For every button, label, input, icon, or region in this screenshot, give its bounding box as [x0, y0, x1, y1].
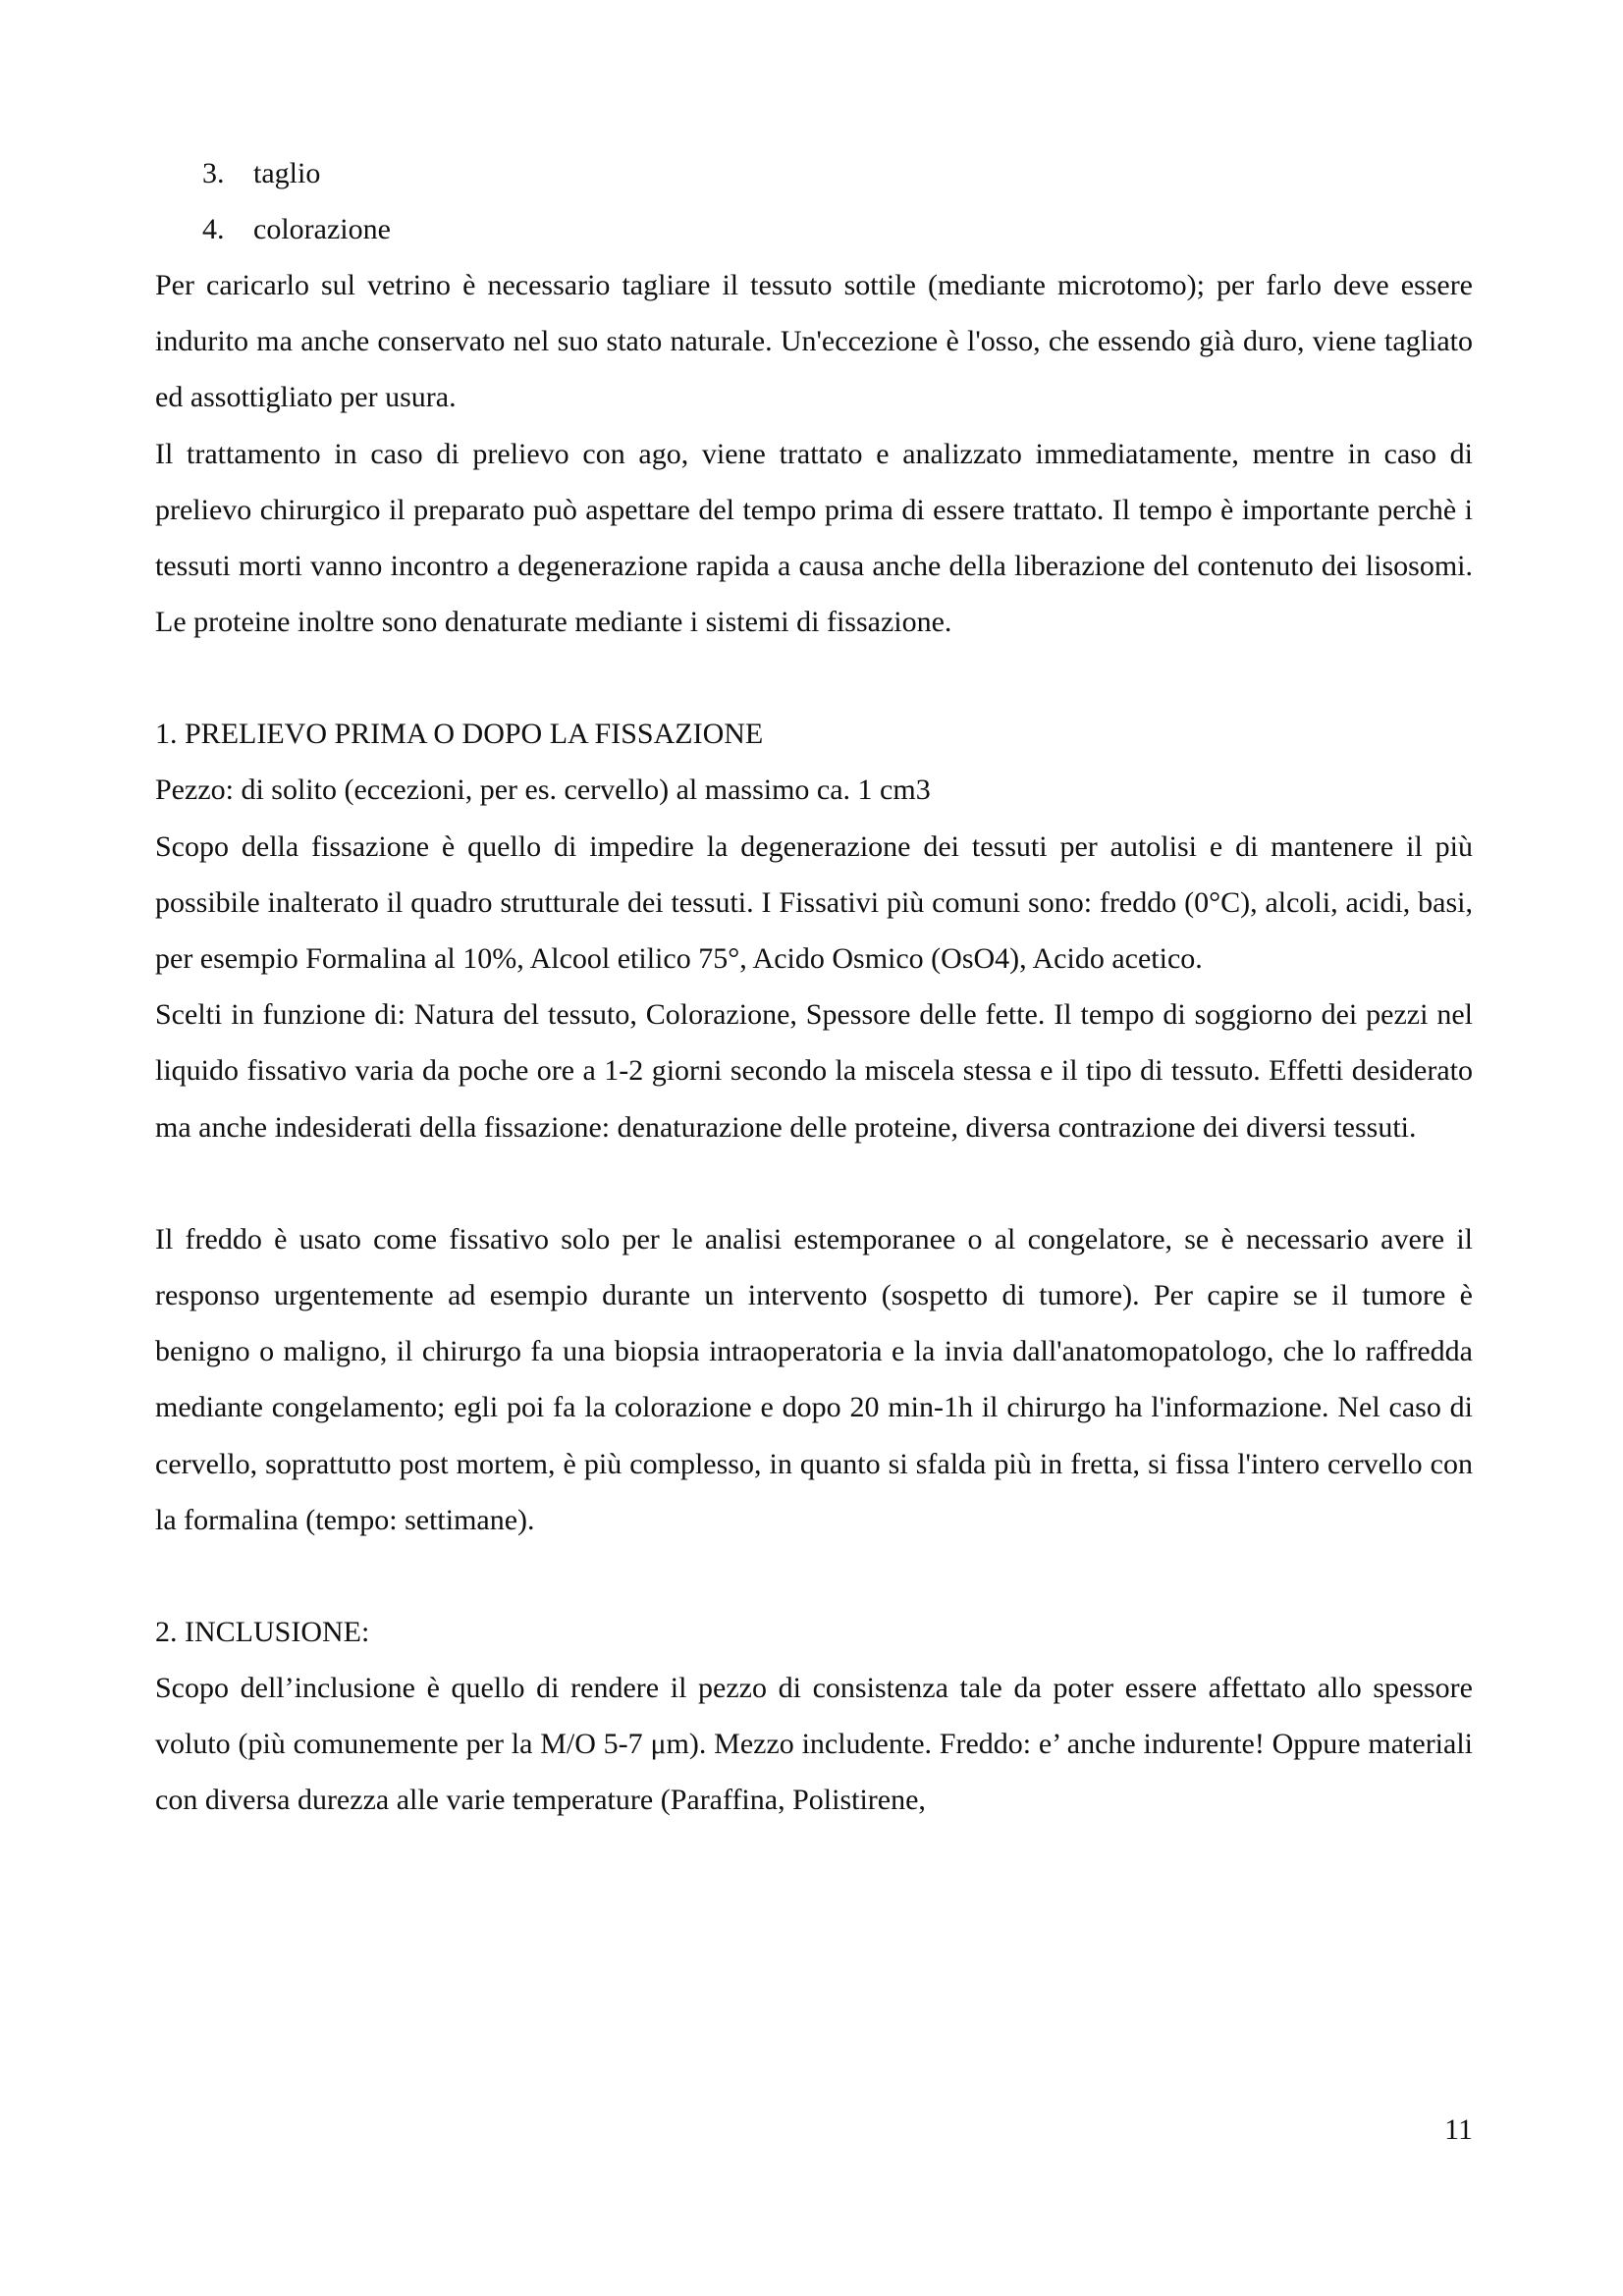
- page-number: 11: [1444, 2113, 1473, 2146]
- list-item: [155, 201, 1473, 257]
- list-item-text: colorazione: [253, 213, 391, 245]
- list-item-number: 4.: [202, 213, 225, 245]
- list-item: [155, 145, 1473, 201]
- list-item-text: taglio: [253, 157, 321, 189]
- paragraph-inclusione-scopo: Scopo dell’inclusione è quello di rendere il pezzo di consistenza tale da poter essere affettato allo spessore voluto (più comunemente per la M/O 5-7 μm). Mezzo includente. Freddo: e’ anche indurente! Oppure materiali con diversa durezza alle varie temperature (Paraffina, Polistirene,: [155, 1672, 1473, 1817]
- spacer: [155, 1548, 1473, 1604]
- paragraph-freddo: Il freddo è usato come fissativo solo per le analisi estemporanee o al congelatore, se è necessario avere il responso urgentemente ad esempio durante un intervento (sospetto di tumore). Per capire se il tumore è benigno o maligno, il chirurgo fa una biopsia intraoperatoria e la invia dall'anatomopatologo, che lo raffredda mediante congelamento; egli poi fa la colorazione e dopo 20 min-1h il chirurgo ha l'informazione. Nel caso di cervello, soprattutto post mortem, è più complesso, in quanto si sfalda più in fretta, si fissa l'intero cervello con la formalina (tempo: settimane).: [155, 1222, 1473, 1536]
- section-heading-inclusione: 2. INCLUSIONE:: [155, 1616, 370, 1649]
- list-item-number: 3.: [202, 157, 225, 189]
- section-heading-prelievo: 1. PRELIEVO PRIMA O DOPO LA FISSAZIONE: [155, 718, 764, 751]
- page-content: [155, 145, 1473, 1829]
- paragraph-intro-1: Per caricarlo sul vetrino è necessario tagliare il tessuto sottile (mediante microtomo); per farlo deve essere indurito ma anche conservato nel suo stato naturale. Un'eccezione è l'osso, che essendo già duro, viene tagliato ed assottigliato per usura.: [155, 269, 1473, 414]
- numbered-list: [155, 145, 1473, 257]
- paragraph-fissazione-scopo: Scopo della fissazione è quello di impedire la degenerazione dei tessuti per autolisi e di mantenere il più possibile inalterato il quadro strutturale dei tessuti. I Fissativi più comuni sono: freddo (0°C), alcoli, acidi, basi, per esempio Formalina al 10%, Alcool etilico 75°, Acido Osmico (OsO4), Acido acetico.: [155, 829, 1473, 976]
- paragraph-intro-2: Il trattamento in caso di prelievo con ago, viene trattato e analizzato immediatamente, mentre in caso di prelievo chirurgico il preparato può aspettare del tempo prima di essere trattato. Il tempo è importante perchè i tessuti morti vanno incontro a degenerazione rapida a causa anche della liberazione del contenuto dei lisosomi. Le proteine inoltre sono denaturate mediante i sistemi di fissazione.: [155, 437, 1473, 639]
- spacer: [155, 650, 1473, 706]
- paragraph-pezzo: Pezzo: di solito (eccezioni, per es. cervello) al massimo ca. 1 cm3: [155, 774, 931, 807]
- spacer: [155, 1155, 1473, 1211]
- paragraph-fissazione-scelti: Scelti in funzione di: Natura del tessuto, Colorazione, Spessore delle fette. Il tempo di soggiorno dei pezzi nel liquido fissativo varia da poche ore a 1-2 giorni secondo la miscela stessa e il tipo di tessuto. Effetti desiderato ma anche indesiderati della fissazione: denaturazione delle proteine, diversa contrazione dei diversi tessuti.: [155, 998, 1473, 1144]
